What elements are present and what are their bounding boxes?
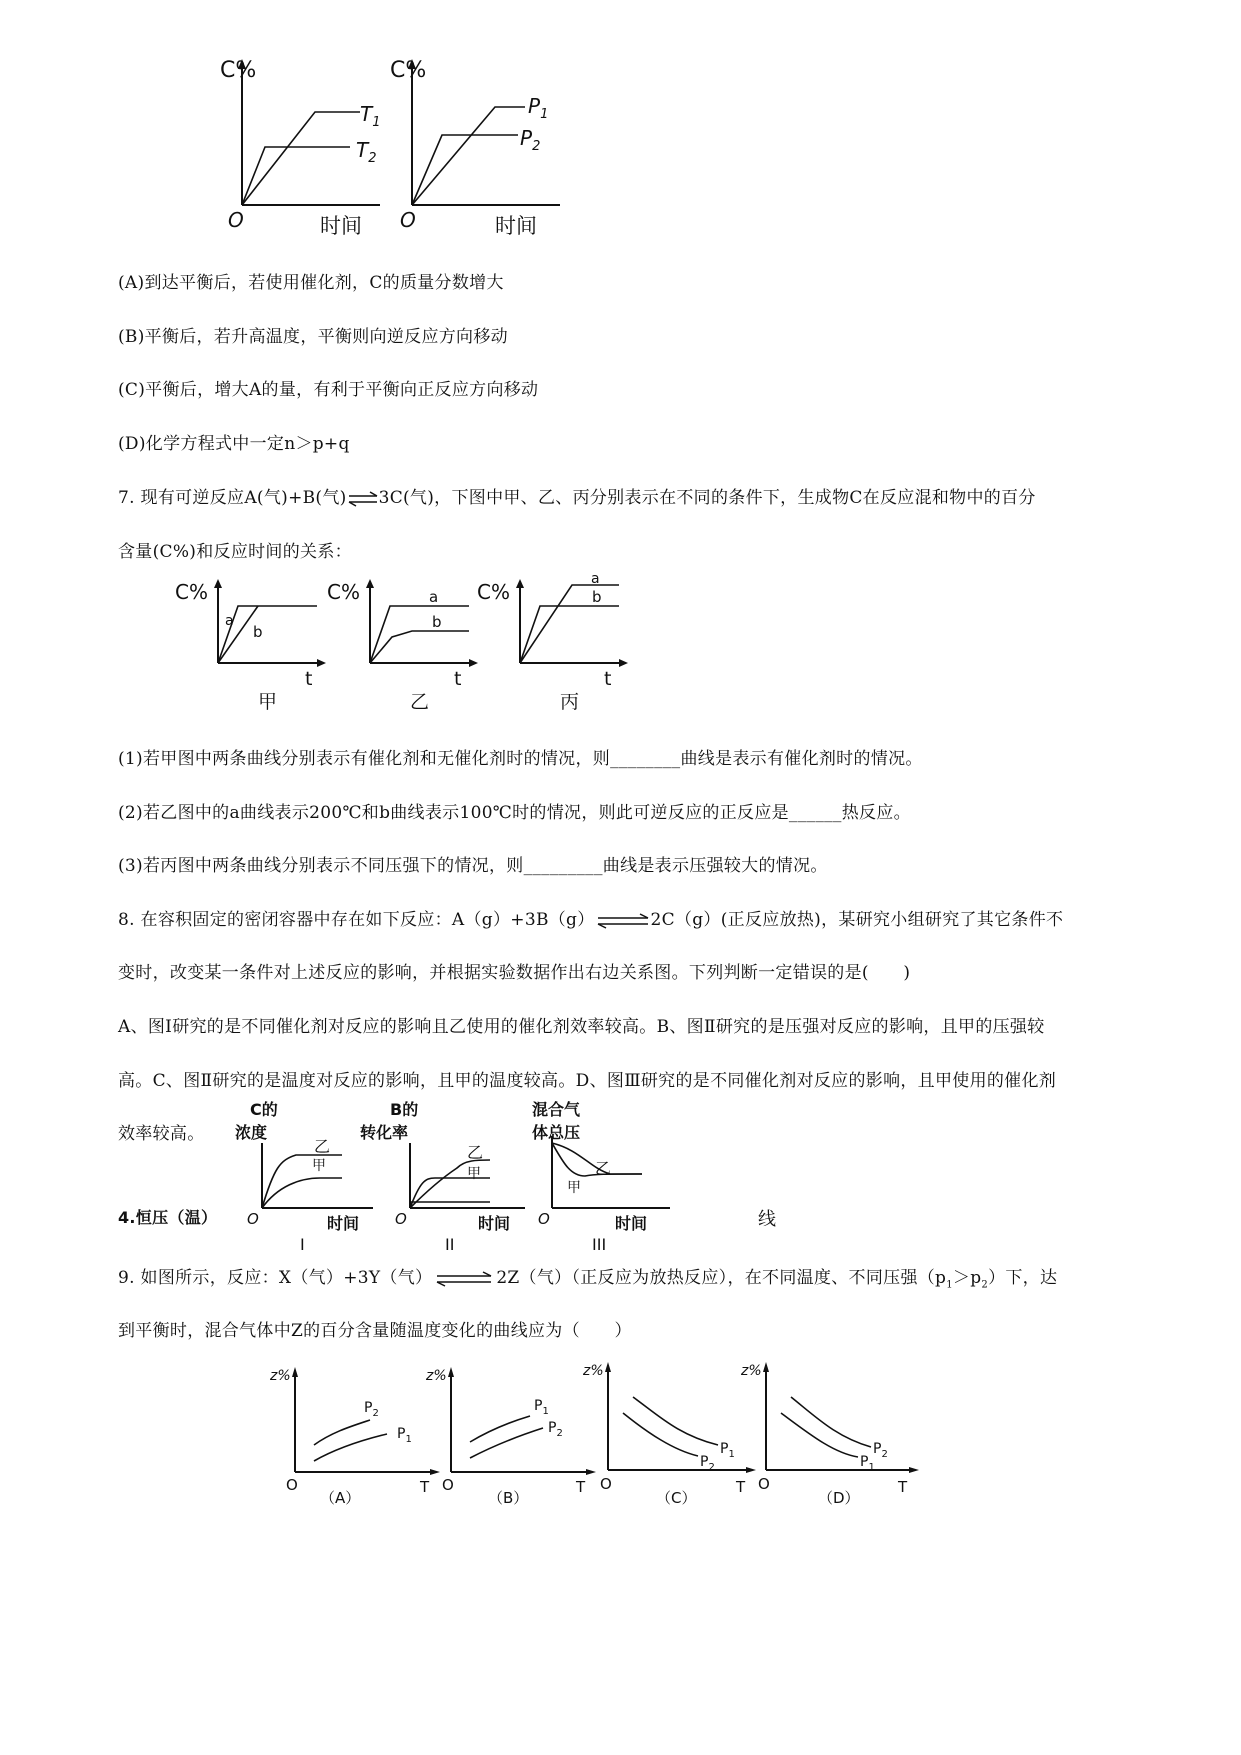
x-label: T: [736, 1478, 746, 1496]
curve-b: [370, 631, 469, 663]
q9-sub2: 2: [981, 1279, 989, 1291]
q8-chart-i: [235, 1098, 385, 1258]
y-label: z%: [583, 1363, 604, 1379]
curve-b: [520, 606, 619, 663]
curve-b-label: b: [432, 613, 442, 631]
curve-top-label: $P_2$: [873, 1441, 888, 1460]
origin-label: O: [286, 1476, 298, 1494]
curve-a: [370, 606, 469, 663]
equilibrium-arrow-icon: [597, 914, 649, 928]
x-label: T: [576, 1478, 586, 1496]
q7-chart-jia: [170, 573, 330, 713]
x-label: 时间: [478, 1214, 511, 1233]
origin-label: O: [758, 1475, 770, 1493]
q6-option-c: (C)平衡后，增大A的量，有利于平衡向正反应方向移动: [118, 380, 539, 400]
curve-p2: [412, 135, 518, 205]
curve-p1-label: $P_1$: [528, 94, 549, 122]
q8-option-line1: A、图Ⅰ研究的是不同催化剂对反应的影响且乙使用的催化剂效率较高。B、图Ⅱ研究的是压强对反应的影响，且甲的压强较: [118, 1017, 1045, 1037]
curve-bottom-label: $P_2$: [700, 1454, 715, 1473]
series-yi-label: 乙: [595, 1159, 612, 1178]
x-label: T: [420, 1478, 430, 1496]
curve-t2-label: $T_2$: [356, 138, 377, 166]
q7-chart-yi: [322, 573, 482, 713]
series-jia-curve: [410, 1178, 490, 1208]
curve-top: [633, 1397, 718, 1445]
caption: （A）: [320, 1489, 361, 1507]
y-label: C%: [477, 580, 510, 604]
series-yi-curve: [262, 1155, 342, 1208]
q8-option-line3: 效率较高。: [118, 1124, 205, 1144]
caption: III: [592, 1235, 607, 1254]
curve-a: [520, 585, 619, 663]
q7-chart-bing: [472, 573, 632, 713]
x-label: 时间: [615, 1214, 648, 1233]
caption: 乙: [410, 691, 430, 713]
y-label-line2: 转化率: [360, 1123, 409, 1142]
y-arrow-icon: [605, 1362, 611, 1372]
y-arrow-icon: [516, 579, 524, 588]
caption: 甲: [258, 691, 278, 713]
x-label: 时间: [327, 1214, 360, 1233]
series-yi-label: 乙: [467, 1143, 484, 1162]
curve-b-label: b: [592, 588, 602, 606]
equilibrium-arrow-icon: [348, 492, 378, 506]
y-label-line2: 浓度: [235, 1123, 268, 1142]
x-arrow-icon: [909, 1467, 919, 1473]
curve-top: [791, 1397, 871, 1447]
y-arrow-icon: [448, 1367, 454, 1377]
y-label: z%: [741, 1363, 762, 1379]
curve-bottom-label: $P_1$: [860, 1454, 875, 1473]
curve-t1-label: $T_1$: [360, 102, 381, 130]
y-label-line1: 混合气: [532, 1100, 581, 1119]
section-heading-tail: 线: [758, 1209, 777, 1230]
caption: （B）: [488, 1489, 529, 1507]
y-label: C%: [390, 58, 427, 83]
origin-label: O: [395, 1210, 407, 1228]
curve-top-label: $P_1$: [534, 1398, 549, 1417]
curve-bottom: [470, 1428, 543, 1458]
caption: II: [445, 1235, 455, 1254]
q6-chart-pressure: [390, 55, 570, 245]
curve-t2: [242, 147, 350, 205]
series-yi-label: 乙: [314, 1137, 331, 1156]
y-arrow-icon: [366, 579, 374, 588]
y-label: C%: [175, 580, 208, 604]
q9-chart-c: [578, 1355, 758, 1510]
equilibrium-arrow-icon: [436, 1272, 492, 1286]
series-jia-curve: [262, 1178, 342, 1208]
q9-chart-d: [736, 1355, 926, 1510]
q8-stem-line2: 变时，改变某一条件对上述反应的影响，并根据实验数据作出右边关系图。下列判断一定错误的是( ): [118, 963, 911, 983]
x-label: t: [305, 668, 313, 690]
q6-option-d: (D)化学方程式中一定n＞p+q: [118, 434, 350, 454]
curve-bottom-label: $P_1$: [397, 1426, 412, 1445]
y-arrow-icon: [292, 1367, 298, 1377]
q9-stem-part1: 9. 如图所示，反应：X（气）+3Y（气）: [118, 1268, 433, 1288]
origin-label: O: [400, 208, 416, 232]
q7-sub3: (3)若丙图中两条曲线分别表示不同压强下的情况，则_________曲线是表示压强较大的情况。: [118, 856, 828, 876]
q6-option-a: (A)到达平衡后，若使用催化剂，C的质量分数增大: [118, 273, 504, 293]
origin-label: O: [228, 208, 244, 232]
curve-top-label: $P_2$: [364, 1400, 379, 1419]
q8-chart-ii: [360, 1098, 535, 1258]
q7-stem-part2: 3C(气)，下图中甲、乙、丙分别表示在不同的条件下，生成物C在反应混和物中的百分: [378, 488, 1036, 508]
q7-stem-line2: 含量(C%)和反应时间的关系：: [118, 542, 352, 562]
y-arrow-icon: [214, 579, 222, 588]
q8-chart-iii: [532, 1098, 695, 1258]
q6-option-b: (B)平衡后，若升高温度，平衡则向逆反应方向移动: [118, 327, 508, 347]
q9-stem-line2: 到平衡时，混合气体中Z的百分含量随温度变化的曲线应为（ ）: [118, 1321, 632, 1341]
q9-stem-line1: [118, 1263, 1057, 1290]
y-label-line1: C的: [250, 1100, 278, 1119]
x-label: t: [454, 668, 462, 690]
q9-stem-part2: 2Z（气）（正反应为放热反应），在不同温度、不同压强（p: [496, 1268, 947, 1288]
y-label: C%: [327, 580, 360, 604]
q9-sub1: 1: [946, 1279, 953, 1291]
curve-top: [470, 1416, 530, 1442]
curve-a-label: a: [225, 613, 234, 629]
x-arrow-icon: [619, 659, 628, 667]
series-jia-label: 甲: [567, 1180, 581, 1196]
curve-b-label: b: [253, 623, 263, 641]
x-label: 时间: [495, 214, 537, 238]
origin-label: O: [247, 1210, 259, 1228]
curve-p2-label: $P_2$: [520, 126, 541, 154]
q9-stem-part3: ）下，达: [988, 1268, 1058, 1288]
q9-stem-mid: ＞p: [952, 1268, 982, 1288]
origin-label: O: [442, 1476, 454, 1494]
caption: （D）: [818, 1489, 860, 1507]
q7-stem-part1: 7. 现有可逆反应A(气)+B(气): [118, 488, 347, 508]
y-label-line2: 体总压: [532, 1123, 581, 1142]
section-heading: 4.恒压（温）: [118, 1208, 218, 1227]
y-label: C%: [220, 58, 257, 83]
series-jia-label: 甲: [312, 1158, 326, 1174]
y-arrow-icon: [763, 1362, 769, 1372]
origin-label: O: [538, 1210, 550, 1228]
x-label: 时间: [320, 214, 362, 238]
q9-chart-a: [262, 1360, 442, 1510]
series-jia-label: 甲: [467, 1166, 481, 1182]
caption: （C）: [656, 1489, 697, 1507]
x-label: t: [604, 668, 612, 690]
curve-a-label: a: [591, 571, 600, 587]
q8-stem-line1: [118, 905, 1063, 930]
y-label-line1: B的: [390, 1100, 419, 1119]
y-label: z%: [426, 1368, 447, 1384]
x-label: T: [898, 1478, 908, 1496]
curve-top-label: $P_1$: [720, 1441, 735, 1460]
origin-label: O: [600, 1475, 612, 1493]
q8-stem-part1: 8. 在容积固定的密闭容器中存在如下反应：A（g）+3B（g）: [118, 910, 595, 930]
y-label: z%: [270, 1368, 291, 1384]
q8-stem-part2: 2C（g）(正反应放热)，某研究小组研究了其它条件不: [650, 910, 1064, 930]
curve-b: [218, 606, 258, 663]
q7-sub1: (1)若甲图中两条曲线分别表示有催化剂和无催化剂时的情况，则________曲线是表示有催化剂时的情况。: [118, 749, 923, 769]
caption: I: [300, 1235, 305, 1254]
curve-a-label: a: [429, 588, 439, 606]
q9-chart-b: [418, 1360, 598, 1510]
curve-bottom-label: $P_2$: [548, 1420, 563, 1439]
caption: 丙: [560, 691, 580, 713]
q8-option-line2: 高。C、图Ⅱ研究的是温度对反应的影响，且甲的温度较高。D、图Ⅲ研究的是不同催化剂对反应的影响，且甲使用的催化剂: [118, 1071, 1057, 1091]
q6-chart-temperature: [220, 55, 390, 245]
curve-p1: [412, 107, 525, 205]
q7-sub2: (2)若乙图中的a曲线表示200℃和b曲线表示100℃时的情况，则此可逆反应的正反应是______热反应。: [118, 803, 911, 823]
q7-stem-line1: [118, 483, 1036, 508]
